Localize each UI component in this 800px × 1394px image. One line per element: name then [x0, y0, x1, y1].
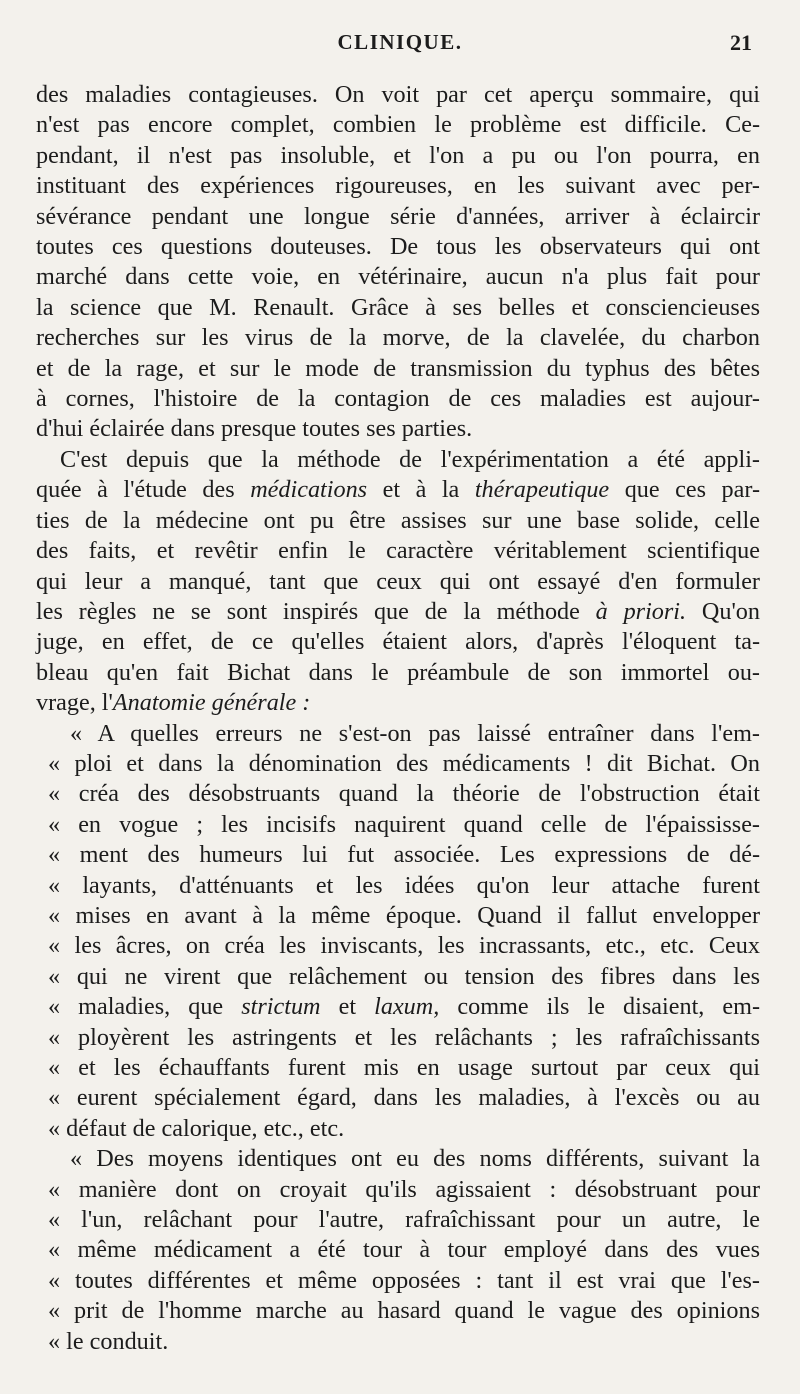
text-line: des maladies contagieuses. On voit par cet aperçu sommaire, qui	[36, 81, 760, 108]
italic-term: thérapeutique	[474, 476, 610, 504]
text-line: la science que M. Renault. Grâce à ses belles et consciencieuses	[36, 293, 760, 321]
running-title: CLINIQUE.	[337, 30, 463, 54]
body-text	[36, 80, 760, 1357]
text-line: et de la rage, et sur le mode de transmission du typhus des bêtes	[36, 354, 760, 382]
text-line: les règles ne se sont inspirés que de la méthode à priori. Qu'on	[36, 597, 760, 625]
quote-line: « manière dont on croyait qu'ils agissaient : désobstruant pour	[48, 1175, 760, 1203]
quote-line: « prit de l'homme marche au hasard quand le vague des opinions	[48, 1297, 760, 1325]
page-header	[0, 30, 800, 60]
quote-line: « créa des désobstruants quand la théorie de l'obstruction était	[48, 780, 760, 808]
italic-term: strictum	[241, 993, 321, 1021]
text-line: vrage, l'Anatomie générale :	[36, 689, 311, 717]
text-line: recherches sur les virus de la morve, de la clavelée, du charbon	[36, 324, 760, 352]
text-line: bleau qu'en fait Bichat dans le préambule de son immortel ou-	[36, 658, 760, 686]
text-line: instituant des expériences rigoureuses, en les suivant avec per-	[36, 172, 760, 200]
italic-title: Anatomie générale :	[112, 689, 311, 717]
text-line: ties de la médecine ont pu être assises sur une base solide, celle	[36, 506, 760, 534]
quote-line: « défaut de calorique, etc., etc.	[48, 1114, 345, 1142]
text-line: quée à l'étude des médications et à la thérapeutique que ces par-	[36, 476, 761, 504]
text-line: d'hui éclairée dans presque toutes ses parties.	[36, 415, 473, 443]
quote-line: « maladies, que strictum et laxum, comme ils le disaient, em-	[48, 993, 761, 1021]
quote-line: « toutes différentes et même opposées : tant il est vrai que l'es-	[48, 1266, 760, 1294]
quote-line: « ployèrent les astringents et les relâchants ; les rafraîchissants	[48, 1023, 760, 1051]
quote-line: « et les échauffants furent mis en usage surtout par ceux qui	[48, 1054, 760, 1081]
text-line: C'est depuis que la méthode de l'expérimentation a été appli-	[60, 445, 760, 473]
quote-line: « eurent spécialement égard, dans les maladies, à l'excès ou au	[48, 1084, 760, 1112]
italic-term: laxum,	[374, 993, 440, 1021]
page-number: 21	[730, 30, 752, 55]
italic-term: médications	[250, 476, 368, 504]
quote-line: « les âcres, on créa les inviscants, les incrassants, etc., etc. Ceux	[48, 932, 760, 960]
text-line: à cornes, l'histoire de la contagion de ces maladies est aujour-	[36, 385, 760, 413]
quote-line: « Des moyens identiques ont eu des noms différents, suivant la	[70, 1145, 760, 1173]
text-line: n'est pas encore complet, combien le problème est difficile. Ce-	[36, 111, 760, 139]
quote-line: « l'un, relâchant pour l'autre, rafraîchissant pour un autre, le	[48, 1206, 760, 1234]
quote-line: « même médicament a été tour à tour employé dans des vues	[48, 1236, 760, 1264]
quote-line: « layants, d'atténuants et les idées qu'on leur attache furent	[48, 871, 760, 899]
quote-line: « A quelles erreurs ne s'est-on pas laissé entraîner dans l'em-	[70, 719, 760, 747]
text-line: pendant, il n'est pas insoluble, et l'on a pu ou l'on pourra, en	[36, 141, 760, 169]
quote-line: « ploi et dans la dénomination des médicaments ! dit Bichat. On	[48, 749, 760, 777]
quote-line: « ment des humeurs lui fut associée. Les expressions de dé-	[48, 841, 760, 869]
text-line: toutes ces questions douteuses. De tous les observateurs qui ont	[36, 233, 760, 261]
quote-line: « en vogue ; les incisifs naquirent quand celle de l'épaississe-	[48, 810, 760, 838]
text-line: qui leur a manqué, tant que ceux qui ont essayé d'en formuler	[36, 567, 760, 595]
quote-line: « qui ne virent que relâchement ou tension des fibres dans les	[48, 962, 760, 990]
italic-term: à priori.	[595, 597, 687, 625]
quote-line: « le conduit.	[48, 1327, 169, 1355]
text-line: des faits, et revêtir enfin le caractère véritablement scientifique	[36, 537, 760, 565]
text-line: juge, en effet, de ce qu'elles étaient alors, d'après l'éloquent ta-	[36, 628, 760, 656]
text-line: sévérance pendant une longue série d'années, arriver à éclaircir	[36, 202, 760, 230]
text-line: marché dans cette voie, en vétérinaire, aucun n'a plus fait pour	[36, 263, 760, 291]
quote-line: « mises en avant à la même époque. Quand il fallut envelopper	[48, 901, 760, 929]
